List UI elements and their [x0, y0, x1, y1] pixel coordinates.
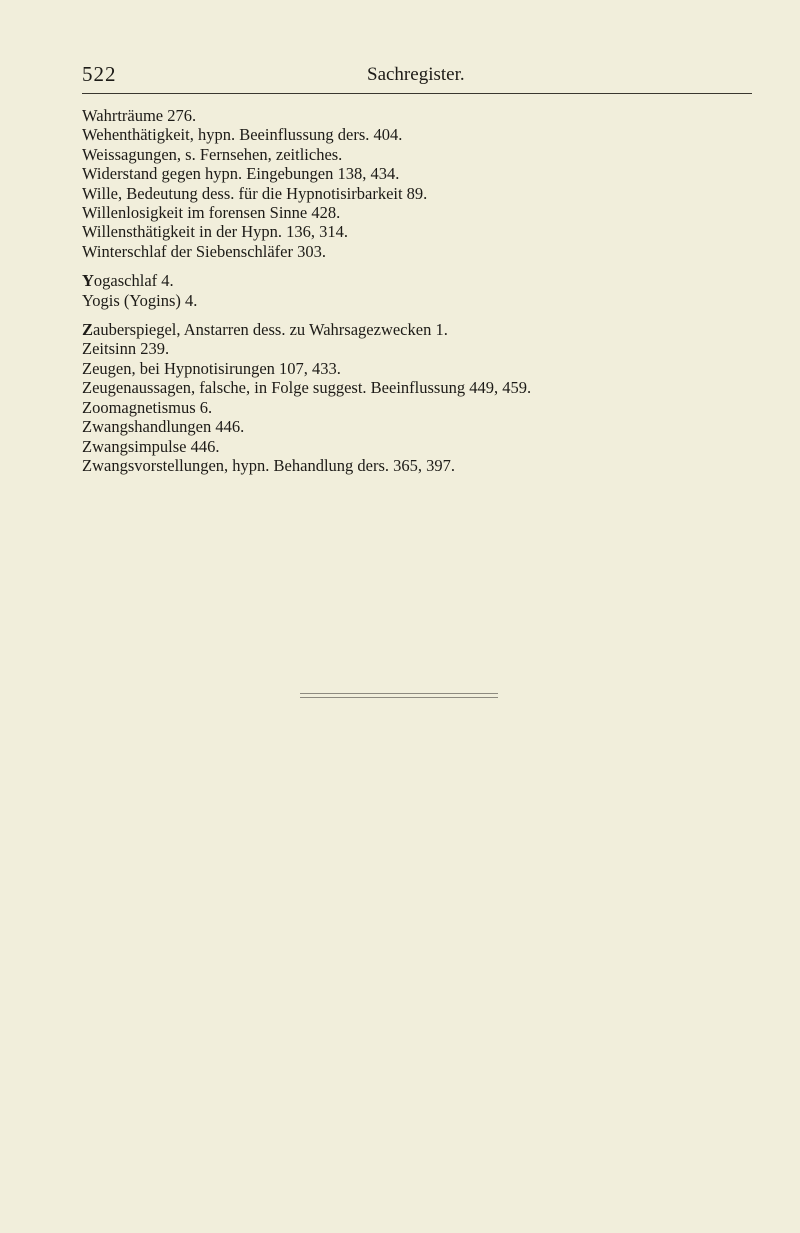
index-entry: Wehenthätigkeit, hypn. Beeinflussung ders. 404.	[82, 125, 403, 145]
index-group-w	[82, 106, 762, 261]
index-entry: Zoomagnetismus 6.	[82, 397, 213, 417]
end-rule	[300, 693, 498, 694]
index-entry: Widerstand gegen hypn. Eingebungen 138, 434.	[82, 164, 400, 184]
index-entry: Zeitsinn 239.	[82, 339, 170, 359]
index-group-y	[82, 271, 762, 310]
index-entry: Zauberspiegel, Anstarren dess. zu Wahrsagezwecken 1.	[82, 320, 448, 340]
index-entry: Yogaschlaf 4.	[82, 271, 174, 291]
page-header	[82, 62, 750, 92]
index-entry: Weissagungen, s. Fernsehen, zeitliches.	[82, 144, 343, 164]
page-number: 522	[82, 62, 117, 86]
index-entry: Zwangshandlungen 446.	[82, 417, 245, 437]
index-entry: Wahrträume 276.	[82, 106, 197, 125]
end-rule	[300, 697, 498, 698]
index-entry: Zeugenaussagen, falsche, in Folge suggest. Beeinflussung 449, 459.	[82, 378, 532, 398]
index-body	[82, 106, 762, 485]
index-entry: Willenlosigkeit im forensen Sinne 428.	[82, 203, 341, 223]
index-entry: Zwangsimpulse 446.	[82, 436, 220, 456]
index-entry: Zwangsvorstellungen, hypn. Behandlung ders. 365, 397.	[82, 455, 456, 475]
header-rule	[82, 93, 752, 94]
index-entry: Winterschlaf der Siebenschläfer 303.	[82, 241, 326, 261]
index-entry: Yogis (Yogins) 4.	[82, 290, 198, 310]
index-entry: Zeugen, bei Hypnotisirungen 107, 433.	[82, 358, 341, 378]
index-group-z	[82, 320, 762, 475]
index-entry: Wille, Bedeutung dess. für die Hypnotisirbarkeit 89.	[82, 183, 428, 203]
index-entry: Willensthätigkeit in der Hypn. 136, 314.	[82, 222, 349, 242]
running-title: Sachregister.	[367, 64, 465, 85]
